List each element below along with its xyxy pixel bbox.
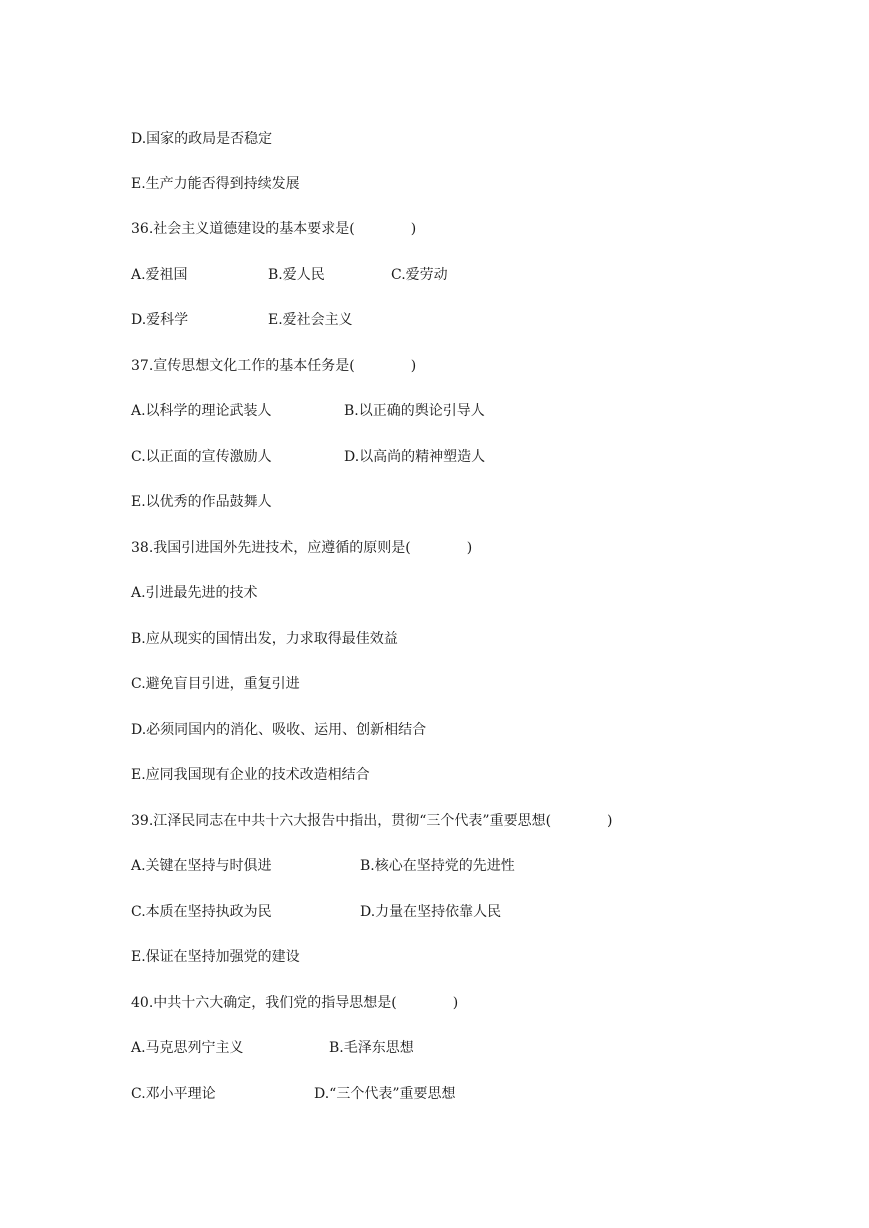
option-d: D.力量在坚持依靠人民 xyxy=(360,904,502,920)
option-line xyxy=(131,308,353,332)
question-text: 36.社会主义道德建设的基本要求是( ) xyxy=(131,221,417,237)
option-d: D.以高尚的精神塑造人 xyxy=(344,449,486,465)
option-line xyxy=(131,900,502,924)
question-40 xyxy=(131,991,459,1015)
option-a: A.关键在坚持与时俱进 xyxy=(131,858,272,874)
option-c: C.爱劳动 xyxy=(391,267,448,283)
option-e: E.应同我国现有企业的技术改造相结合 xyxy=(131,767,370,783)
option-b: B.以正确的舆论引导人 xyxy=(344,403,485,419)
option-line xyxy=(131,718,427,742)
option-b: B.核心在坚持党的先进性 xyxy=(360,858,515,874)
option-line xyxy=(131,1036,414,1060)
option-line xyxy=(131,672,300,696)
option-c: C.本质在坚持执政为民 xyxy=(131,904,272,920)
question-text: 40.中共十六大确定，我们党的指导思想是( ) xyxy=(131,995,459,1011)
option-b: B.应从现实的国情出发，力求取得最佳效益 xyxy=(131,631,398,647)
option-line xyxy=(131,854,515,878)
option-b: B.爱人民 xyxy=(268,267,325,283)
option-line xyxy=(131,490,272,514)
option-d: D.“三个代表”重要思想 xyxy=(314,1086,456,1102)
option-e: E.生产力能否得到持续发展 xyxy=(131,176,300,192)
option-line xyxy=(131,127,273,151)
question-36 xyxy=(131,217,417,241)
option-a: A.以科学的理论武装人 xyxy=(131,403,272,419)
option-line xyxy=(131,945,300,969)
question-37 xyxy=(131,354,417,378)
question-text: 39.江泽民同志在中共十六大报告中指出，贯彻“三个代表”重要思想( ) xyxy=(131,813,613,829)
option-line xyxy=(131,581,258,605)
option-a: A.爱祖国 xyxy=(131,267,188,283)
question-text: 38.我国引进国外先进技术，应遵循的原则是( ) xyxy=(131,540,473,556)
option-line xyxy=(131,399,485,423)
option-line xyxy=(131,172,300,196)
option-e: E.以优秀的作品鼓舞人 xyxy=(131,494,272,510)
option-b: B.毛泽东思想 xyxy=(329,1040,414,1056)
option-a: A.马克思列宁主义 xyxy=(131,1040,244,1056)
option-line xyxy=(131,763,370,787)
option-c: C.避免盲目引进，重复引进 xyxy=(131,676,300,692)
option-line xyxy=(131,263,448,287)
option-line xyxy=(131,445,486,469)
option-c: C.邓小平理论 xyxy=(131,1086,216,1102)
option-e: E.保证在坚持加强党的建设 xyxy=(131,949,300,965)
question-text: 37.宣传思想文化工作的基本任务是( ) xyxy=(131,358,417,374)
option-c: C.以正面的宣传激励人 xyxy=(131,449,272,465)
option-a: A.引进最先进的技术 xyxy=(131,585,258,601)
option-d: D.必须同国内的消化、吸收、运用、创新相结合 xyxy=(131,722,427,738)
option-e: E.爱社会主义 xyxy=(268,312,353,328)
option-d: D.国家的政局是否稳定 xyxy=(131,131,273,147)
option-line xyxy=(131,1082,456,1106)
option-d: D.爱科学 xyxy=(131,312,189,328)
question-39 xyxy=(131,809,613,833)
option-line xyxy=(131,627,398,651)
question-38 xyxy=(131,536,473,560)
